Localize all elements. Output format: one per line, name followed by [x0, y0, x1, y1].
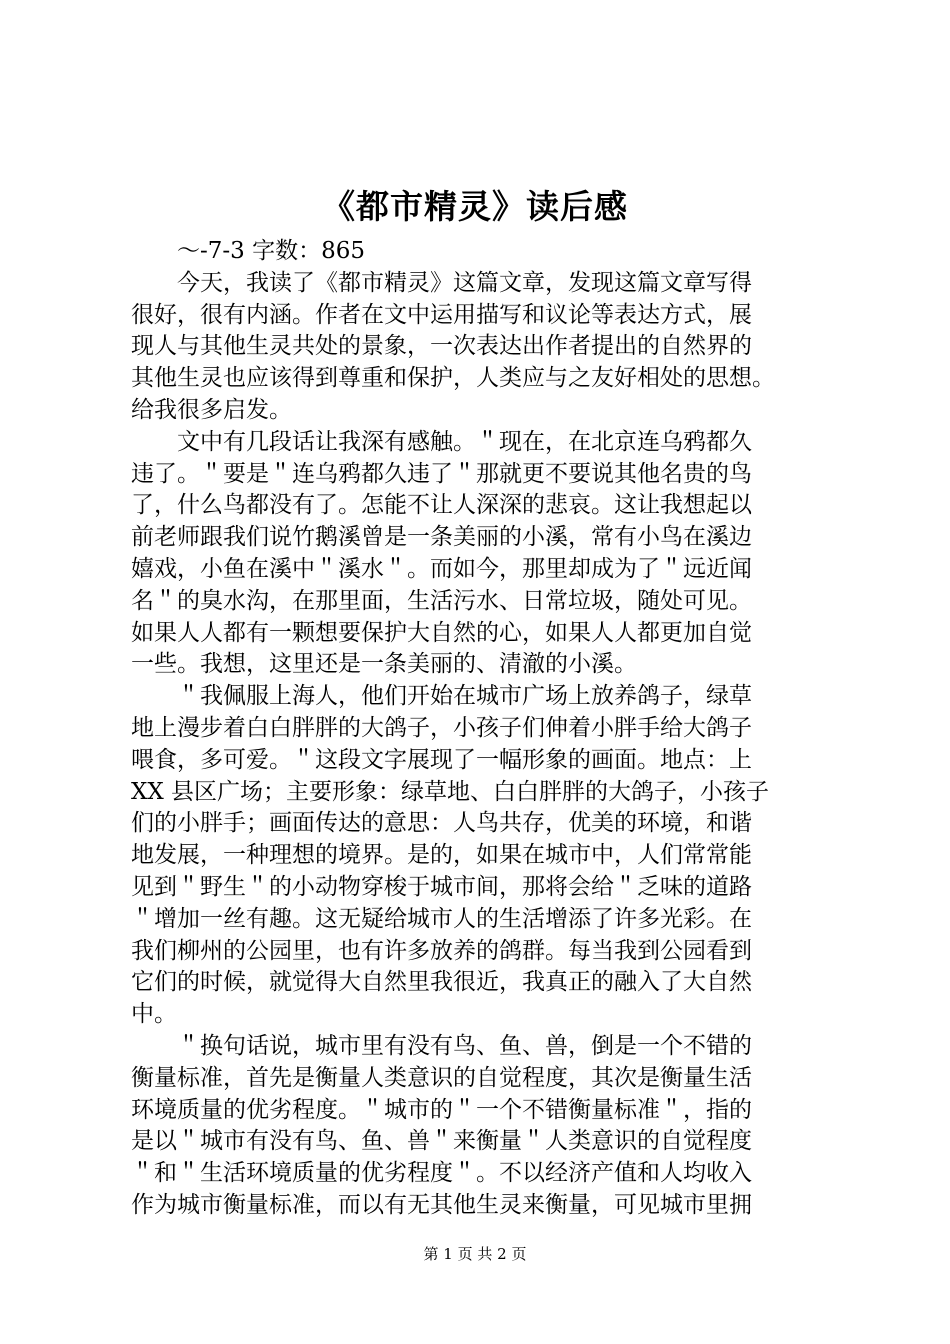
- body-line: 我们柳州的公园里，也有许多放养的鸽群。每当我到公园看到: [131, 937, 752, 964]
- body-line: ～-7-3 字数：865: [131, 238, 366, 264]
- body-line: ＂换句话说，城市里有没有鸟、鱼、兽，倒是一个不错的: [131, 1032, 752, 1059]
- body-line: 地发展，一种理想的境界。是的，如果在城市中，人们常常能: [131, 842, 752, 869]
- body-line: 它们的时候，就觉得大自然里我很近，我真正的融入了大自然: [131, 969, 752, 996]
- body-line: 作为城市衡量标准，而以有无其他生灵来衡量，可见城市里拥: [131, 1191, 752, 1218]
- page-footer: 第 1 页 共 2 页: [423, 1245, 527, 1263]
- body-line: 现人与其他生灵共处的景象，一次表达出作者提出的自然界的: [131, 333, 752, 360]
- document-title: 《都市精灵》读后感: [322, 187, 628, 226]
- body-line: 们的小胖手；画面传达的意思：人鸟共存，优美的环境，和谐: [131, 810, 752, 837]
- body-line: 嬉戏，小鱼在溪中＂溪水＂。而如今，那里却成为了＂远近闻: [131, 555, 752, 582]
- body-line: 中。: [131, 1001, 177, 1028]
- body-line: 地上漫步着白白胖胖的大鸽子，小孩子们伸着小胖手给大鸽子: [131, 714, 752, 741]
- body-line: 喂食，多可爱。＂这段文字展现了一幅形象的画面。地点：上: [131, 746, 752, 773]
- body-line: 很好，很有内涵。作者在文中运用描写和议论等表达方式，展: [131, 301, 752, 328]
- body-line: 前老师跟我们说竹鹅溪曾是一条美丽的小溪，常有小鸟在溪边: [131, 524, 752, 551]
- body-line: 是以＂城市有没有鸟、鱼、兽＂来衡量＂人类意识的自觉程度: [131, 1128, 752, 1155]
- body-line: ＂增加一丝有趣。这无疑给城市人的生活增添了许多光彩。在: [131, 905, 752, 932]
- body-line: 衡量标准，首先是衡量人类意识的自觉程度，其次是衡量生活: [131, 1064, 752, 1091]
- body-line: ＂我佩服上海人，他们开始在城市广场上放养鸽子，绿草: [131, 683, 752, 710]
- body-line: 一些。我想，这里还是一条美丽的、清澈的小溪。: [131, 651, 637, 678]
- body-line: 名＂的臭水沟，在那里面，生活污水、日常垃圾，随处可见。: [131, 587, 752, 614]
- body-line: 今天，我读了《都市精灵》这篇文章，发现这篇文章写得: [131, 269, 752, 296]
- document-body: [131, 236, 843, 1222]
- body-line: 了，什么鸟都没有了。怎能不让人深深的悲哀。这让我想起以: [131, 492, 752, 519]
- body-line: 给我很多启发。: [131, 396, 292, 423]
- body-line: 文中有几段话让我深有感触。＂现在，在北京连乌鸦都久: [131, 428, 752, 455]
- body-line: ＂和＂生活环境质量的优劣程度＂。不以经济产值和人均收入: [131, 1160, 752, 1187]
- body-line: 违了。＂要是＂连乌鸦都久违了＂那就更不要说其他名贵的鸟: [131, 460, 752, 487]
- body-line: 其他生灵也应该得到尊重和保护，人类应与之友好相处的思想。: [131, 365, 775, 392]
- body-line: 如果人人都有一颗想要保护大自然的心，如果人人都更加自觉: [131, 619, 752, 646]
- body-line: 见到＂野生＂的小动物穿梭于城市间，那将会给＂乏味的道路: [131, 873, 752, 900]
- body-line: XX 县区广场；主要形象：绿草地、白白胖胖的大鸽子，小孩子: [131, 778, 770, 805]
- body-line: 环境质量的优劣程度。＂城市的＂一个不错衡量标准＂，指的: [131, 1096, 752, 1123]
